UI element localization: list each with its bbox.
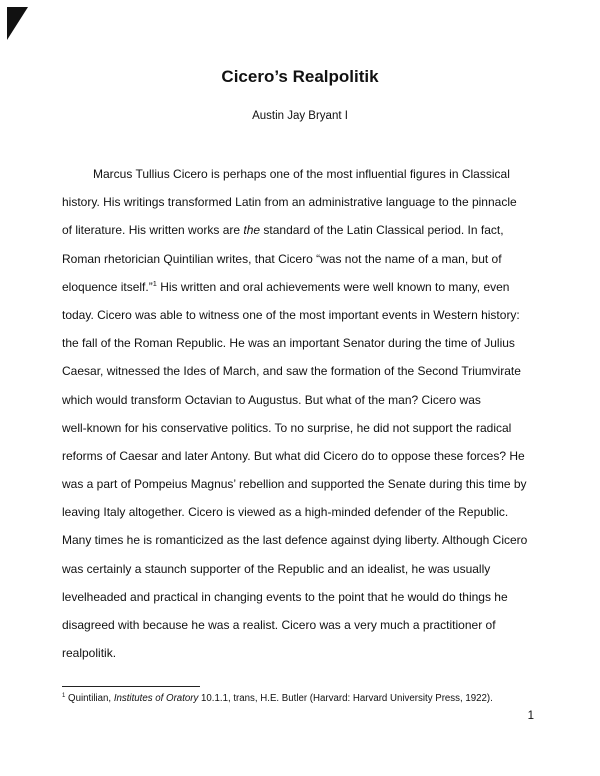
text-segment: which would transform Octavian to Augustus. But what of the man? Cicero was <box>62 392 481 407</box>
body-line <box>62 611 540 639</box>
author-byline: Austin Jay Bryant I <box>252 110 348 122</box>
text-segment: the <box>243 223 261 238</box>
body-line <box>62 245 540 273</box>
body-line <box>62 526 540 554</box>
text-segment: Caesar, witnessed the Ides of March, and saw the formation of the Second Triumvirate <box>62 364 521 379</box>
footnote-separator <box>62 686 200 687</box>
body-line <box>62 414 540 442</box>
text-segment: Quintilian, <box>65 693 114 704</box>
body-line <box>62 470 540 498</box>
text-segment: of literature. His written works are <box>62 223 244 238</box>
body-line <box>62 442 540 470</box>
body-text <box>62 160 540 667</box>
text-segment: Institutes of Oratory <box>113 693 199 704</box>
text-segment: standard of the Latin Classical period. In fact, <box>260 223 504 238</box>
body-line <box>62 160 540 188</box>
document-title: Cicero’s Realpolitik <box>221 67 379 86</box>
text-segment: was a part of Pompeius Magnus’ rebellion and supported the Senate during this time by <box>62 477 527 492</box>
footnote-reference: 1 <box>62 692 66 699</box>
text-segment: His written and oral achievements were well known to many, even <box>156 279 510 294</box>
body-line <box>62 498 540 526</box>
body-line <box>62 555 540 583</box>
body-line <box>62 301 540 329</box>
text-segment: leaving Italy altogether. Cicero is viewed as a high-minded defender of the Republic. <box>62 505 509 520</box>
text-segment: levelheaded and practical in changing events to the point that he would do things he <box>62 589 508 604</box>
text-segment: Roman rhetorician Quintilian writes, that Cicero “was not the name of a man, but of <box>62 251 502 266</box>
text-segment: well-known for his conservative politics. To no surprise, he did not support the radical <box>62 420 512 435</box>
text-segment: Many times he is romanticized as the last defence against dying liberty. Although Cicero <box>62 533 528 548</box>
body-line <box>62 639 540 667</box>
body-line <box>62 188 540 216</box>
footnote <box>62 692 532 705</box>
body-line <box>62 357 540 385</box>
body-line <box>62 273 540 301</box>
text-segment: disagreed with because he was a realist. Cicero was a very much a practitioner of <box>62 618 496 632</box>
body-line <box>62 329 540 357</box>
page-corner-fold-icon <box>7 7 28 40</box>
text-segment: was certainly a staunch supporter of the Republic and an idealist, he was usually <box>62 561 491 576</box>
text-segment: 10.1.1, trans, H.E. Butler (Harvard: Harvard University Press, 1922). <box>198 693 493 704</box>
body-line <box>62 583 540 611</box>
text-segment: eloquence itself.” <box>62 279 153 294</box>
body-line <box>62 216 540 244</box>
text-segment: Marcus Tullius Cicero is perhaps one of the most influential figures in Classical <box>93 167 510 181</box>
footnote-reference: 1 <box>152 278 157 288</box>
text-segment: realpolitik. <box>62 646 117 661</box>
text-segment: history. His writings transformed Latin from an administrative language to the pinnacle <box>62 195 517 210</box>
body-line <box>62 386 540 414</box>
text-segment: the fall of the Roman Republic. He was an important Senator during the time of Julius <box>62 336 515 351</box>
text-segment: reforms of Caesar and later Antony. But what did Cicero do to oppose these forces? He <box>62 448 525 463</box>
page-number: 1 <box>527 710 534 722</box>
text-segment: today. Cicero was able to witness one of the most important events in Western history: <box>62 307 520 322</box>
